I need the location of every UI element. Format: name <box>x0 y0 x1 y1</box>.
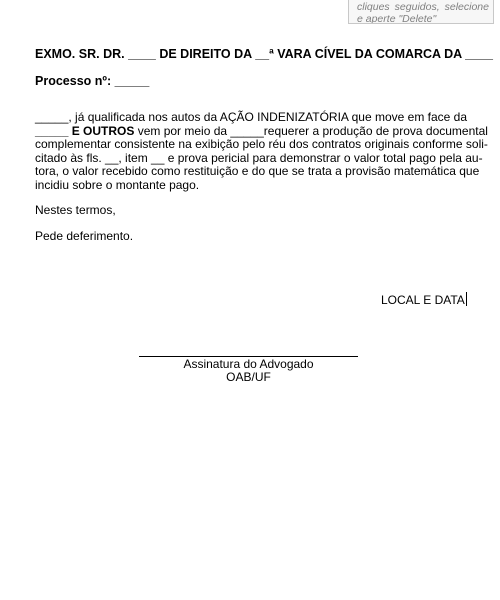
defendant-name: _____ E OUTROS <box>35 123 135 138</box>
process-number: Processo nº: _____ <box>35 74 150 88</box>
text-cursor <box>466 292 467 306</box>
signature-block <box>139 358 358 384</box>
paragraph-line: _____, já qualificada nos autos da AÇÃO INDENIZATÓRIA que move em face da <box>35 110 468 124</box>
edit-hint-box <box>348 0 494 24</box>
closing-terms: Nestes termos, <box>35 203 116 217</box>
paragraph-line: incidiu sobre o montante pago. <box>35 177 200 192</box>
body-paragraph <box>35 110 488 192</box>
edit-hint-text: cliques seguidos, selecione e aperte "Delete" <box>357 1 489 24</box>
closing-request: Pede deferimento. <box>35 229 134 243</box>
place-date-text: LOCAL E DATA <box>381 293 465 307</box>
paragraph-line: tora, o valor recebido como restituição e do que se trata a provisão matemática que <box>35 164 480 178</box>
paragraph-line <box>35 123 488 139</box>
signature-registration: OAB/UF <box>226 370 271 384</box>
paragraph-line: complementar consistente na exibição pelo réu dos contratos originais conforme soli- <box>35 137 488 151</box>
signature-name: Assinatura do Advogado <box>183 357 314 371</box>
paragraph-line: citado às fls. __, item __ e prova pericial para demonstrar o valor total pago pela au- <box>35 150 483 165</box>
document-heading: EXMO. SR. DR. ____ DE DIREITO DA __ª VARA CÍVEL DA COMARCA DA ____ <box>35 47 493 61</box>
place-date-field[interactable] <box>381 292 467 307</box>
paragraph-line-text: vem por meio da _____requerer a produção de prova documental <box>134 123 488 138</box>
